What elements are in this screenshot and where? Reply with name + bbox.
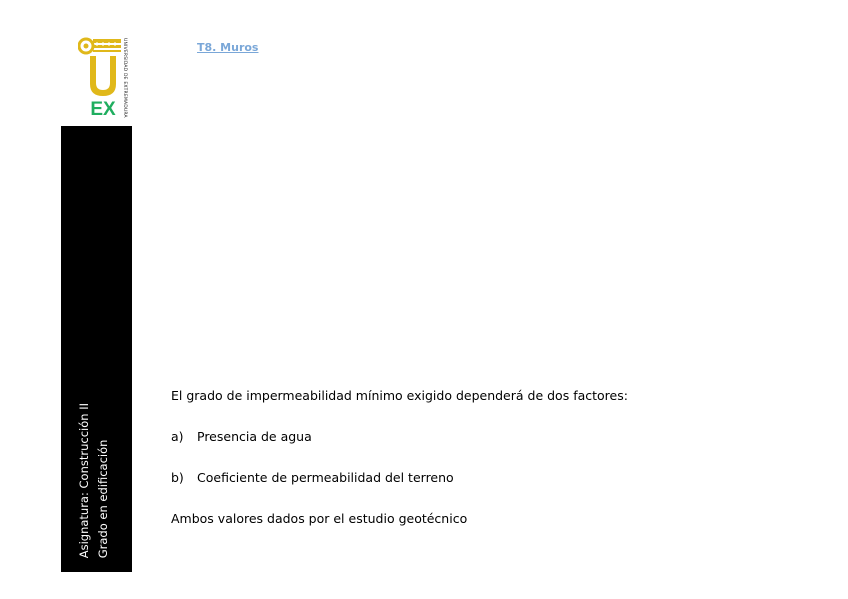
- slide-content: [171, 386, 791, 529]
- list-item: [171, 468, 791, 488]
- university-logo: [78, 36, 134, 120]
- logo-letters: EX: [90, 99, 116, 116]
- section-link[interactable]: T8. Muros: [197, 41, 259, 54]
- uex-logo-icon: [78, 36, 124, 116]
- conclusion-paragraph: Ambos valores dados por el estudio geotécnico: [171, 511, 468, 526]
- degree-label: Grado en edificación: [96, 439, 110, 558]
- subject-sidebar: [61, 126, 132, 572]
- list-item-text: Presencia de agua: [197, 429, 312, 444]
- sidebar-text: [75, 403, 113, 558]
- list-item: [171, 427, 791, 447]
- list-item-text: Coeficiente de permeabilidad del terreno: [197, 470, 454, 485]
- subject-label: Asignatura: Construcción II: [77, 402, 91, 558]
- list-marker: b): [171, 470, 184, 485]
- logo-caption: UNIVERSIDAD DE EXTREMADURA: [122, 38, 127, 118]
- list-marker: a): [171, 429, 184, 444]
- intro-paragraph: El grado de impermeabilidad mínimo exigido dependerá de dos factores:: [171, 388, 628, 403]
